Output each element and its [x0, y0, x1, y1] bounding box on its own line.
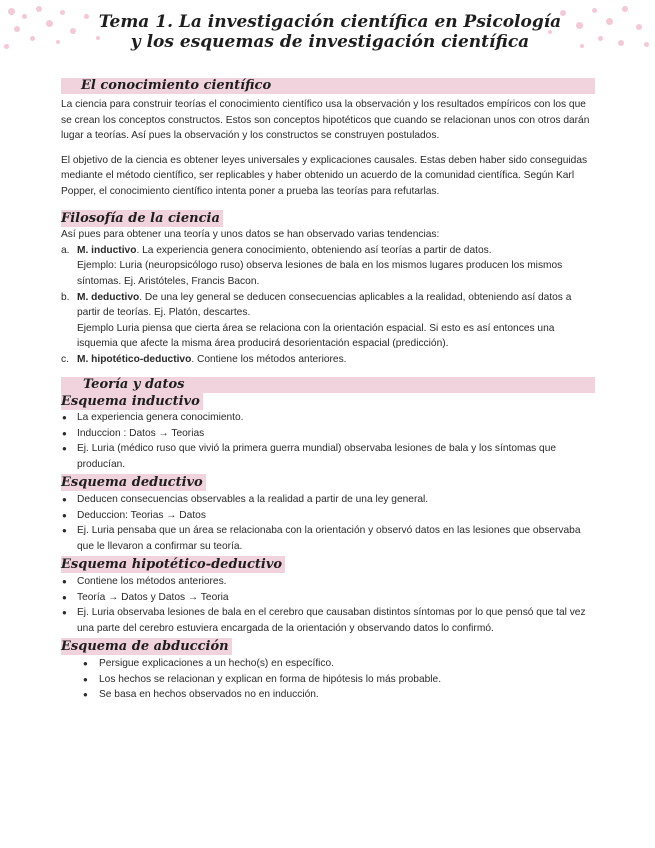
list-item: ● Persigue explicaciones a un hecho(s) en específico. — [61, 656, 595, 672]
title-line-2: y los esquemas de investigación científica — [130, 32, 530, 52]
list-item: ● Teoría → Datos y Datos → Teoria — [61, 590, 595, 606]
list-marker: b. — [61, 291, 70, 303]
method-name: M. hipotético-deductivo — [77, 353, 192, 365]
subsection-heading-deductivo: Esquema deductivo — [61, 474, 206, 491]
section-band-teoria — [61, 377, 595, 393]
list-item — [61, 290, 595, 352]
method-description: . La experiencia genera conocimiento, obteniendo así teorías a partir de datos. — [136, 244, 492, 256]
paragraph: El objetivo de la ciencia es obtener leyes universales y explicaciones causales. Estas deben haber sido conseguidas mediante el método científico, ser replicables y haber obtenido un acuerdo de la comunidad científica. Según Karl Popper, el conocimiento científico intenta poner a prueba las teorías para refutarlas. — [61, 154, 588, 197]
page-title — [80, 12, 580, 52]
method-description: . De una ley general se deducen consecuencias aplicables a la realidad, obteniendo así datos a partir de teorías. Ej. Platón, descartes. — [77, 291, 572, 319]
list-item: ● Se basa en hechos observados no en inducción. — [61, 687, 595, 703]
section-heading-teoria: Teoría y datos — [83, 376, 185, 392]
list-item: ● Deducen consecuencias observables a la realidad a partir de una ley general. — [61, 492, 595, 508]
bullet-list-abduccion — [61, 656, 595, 703]
subsection-heading-inductivo: Esquema inductivo — [61, 393, 203, 410]
subsection-heading-hipotetico: Esquema hipotético-deductivo — [61, 556, 285, 573]
list-item: ● Contiene los métodos anteriores. — [61, 574, 595, 590]
list-item — [61, 352, 595, 368]
paragraph: Así pues para obtener una teoría y unos datos se han observado varias tendencias: — [61, 229, 440, 241]
list-marker: c. — [61, 353, 69, 365]
list-item: ● Ej. Luria pensaba que un área se relacionaba con la orientación y observó datos en las lesiones que observaba que le llevaron a confirmar su teoría. — [61, 523, 595, 554]
method-example: Ejemplo: Luria (neuropsicólogo ruso) observa lesiones de bala en los mismos lugares producen los mismos síntomas. Ej. Aristóteles, Francis Bacon. — [77, 260, 563, 287]
bullet-list-deductivo — [61, 492, 595, 554]
bullet-list-inductivo — [61, 410, 595, 472]
list-item: ● Ej. Luria (médico ruso que vivió la primera guerra mundial) observaba lesiones de bala y los síntomas que producían. — [61, 441, 595, 472]
list-item: ● La experiencia genera conocimiento. — [61, 410, 595, 426]
subsection-heading-abduccion: Esquema de abducción — [61, 638, 232, 655]
bullet-list-hipotetico — [61, 574, 595, 636]
list-marker: a. — [61, 244, 70, 256]
section-band-conocimiento — [61, 78, 595, 94]
section-heading-conocimiento: El conocimiento científico — [81, 78, 272, 93]
document-body — [61, 78, 595, 703]
title-line-1: Tema 1. La investigación científica en Psicología — [98, 12, 562, 32]
section-heading-filosofia: Filosofía de la ciencia — [61, 210, 223, 227]
methods-list — [61, 243, 595, 368]
method-example: Ejemplo Luria piensa que cierta área se relaciona con la orientación espacial. Si esto es así entonces una isquemia que afecte la misma área producirá desorientación espacial (predicción). — [77, 322, 555, 350]
paragraph: La ciencia para construir teorías el conocimiento científico usa la observación y los resultados empíricos con los que se crean los conceptos constructos. Estos son conceptos hipotéticos que cuando se relacionan unos con otros darán lugar a teorías. Así pues la observación y los constructos se construyen postulados. — [61, 99, 590, 142]
method-description: . Contiene los métodos anteriores. — [191, 353, 347, 365]
list-item: ● Ej. Luria observaba lesiones de bala en el cerebro que causaban distintos síntomas por lo que pensó que tal vez una parte del cerebro estuviera encargada de la orientación y observando datos lo confirmó. — [61, 605, 595, 636]
list-item: ● Los hechos se relacionan y explican en forma de hipótesis lo más probable. — [61, 672, 595, 688]
list-item — [61, 243, 595, 290]
method-name: M. inductivo — [77, 244, 137, 256]
method-name: M. deductivo — [77, 291, 140, 303]
list-item: ● Deduccion: Teorias → Datos — [61, 508, 595, 524]
list-item: ● Induccion : Datos → Teorias — [61, 426, 595, 442]
